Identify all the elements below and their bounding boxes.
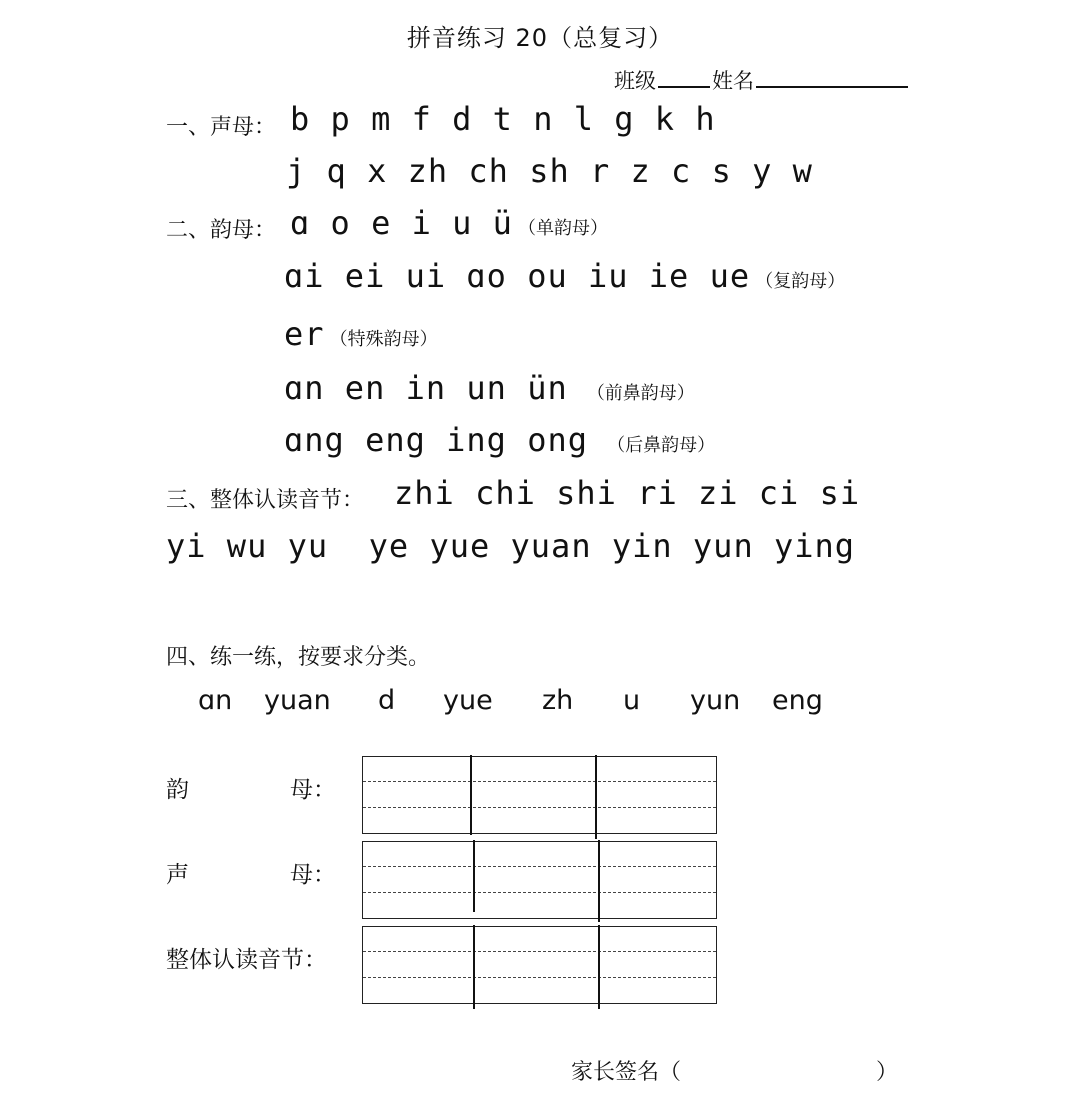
word-item: yuan bbox=[264, 685, 331, 716]
front-nasal-finals: ɑn en in un ün bbox=[284, 369, 568, 407]
guide-line bbox=[363, 781, 716, 782]
back-nasal-finals: ɑng eng ing ong bbox=[284, 421, 588, 459]
name-blank[interactable] bbox=[756, 64, 908, 88]
guide-line bbox=[363, 892, 716, 893]
initials-writing-box[interactable] bbox=[362, 841, 717, 919]
back-nasal-note: （后鼻韵母） bbox=[607, 435, 716, 456]
guide-line bbox=[363, 977, 716, 978]
parent-signature-close: ） bbox=[876, 1060, 899, 1085]
finals-category-label-a: 韵 bbox=[166, 777, 189, 803]
section-finals-label: 二、韵母： bbox=[166, 218, 277, 243]
section-whole-syllables-label: 三、整体认读音节： bbox=[166, 488, 365, 513]
compound-finals: ɑi ei ui ɑo ou iu ie ue bbox=[284, 257, 751, 295]
initials-row-1: b p m f d t n l g k h bbox=[290, 100, 716, 138]
finals-writing-box[interactable] bbox=[362, 756, 717, 834]
section-practice-label: 四、练一练，按要求分类。 bbox=[166, 645, 431, 670]
guide-line bbox=[363, 866, 716, 867]
compound-finals-note: （复韵母） bbox=[755, 271, 846, 292]
cell-divider bbox=[595, 755, 597, 839]
compound-finals-line bbox=[284, 257, 845, 295]
cell-divider bbox=[598, 925, 600, 1009]
word-item: u bbox=[623, 685, 641, 716]
parent-signature-label: 家长签名（ bbox=[571, 1060, 682, 1085]
parent-signature-field[interactable] bbox=[700, 1056, 870, 1084]
worksheet-title: 拼音练习 20（总复习） bbox=[406, 24, 674, 52]
cell-divider bbox=[473, 840, 475, 912]
initials-category-label-a: 声 bbox=[166, 862, 189, 888]
word-item: eng bbox=[772, 685, 823, 716]
class-name-line bbox=[614, 64, 908, 95]
word-item: ɑn bbox=[198, 685, 233, 716]
word-item: yun bbox=[690, 685, 741, 716]
name-label: 姓名 bbox=[712, 69, 754, 93]
back-nasal-line bbox=[284, 421, 715, 459]
cell-divider bbox=[473, 925, 475, 1009]
special-finals-note: （特殊韵母） bbox=[329, 329, 438, 350]
special-finals: er bbox=[284, 315, 325, 353]
initials-row-2: j q x zh ch sh r z c s y w bbox=[286, 152, 813, 190]
class-blank[interactable] bbox=[658, 64, 710, 88]
guide-line bbox=[363, 807, 716, 808]
word-item: zh bbox=[542, 685, 574, 716]
single-finals-line bbox=[290, 204, 608, 242]
word-item: yue bbox=[443, 685, 493, 716]
finals-category-label-b: 母： bbox=[290, 777, 336, 803]
cell-divider bbox=[598, 840, 600, 922]
word-bank bbox=[0, 685, 1080, 721]
special-finals-line bbox=[284, 315, 438, 353]
front-nasal-line bbox=[284, 369, 695, 407]
single-finals-note: （单韵母） bbox=[518, 218, 609, 239]
word-item: d bbox=[378, 685, 396, 716]
section-initials-label: 一、声母： bbox=[166, 115, 277, 140]
whole-syllables-row-2: yi wu yu ye yue yuan yin yun ying bbox=[166, 527, 856, 565]
initials-category-label-b: 母： bbox=[290, 862, 336, 888]
whole-syllables-category-label: 整体认读音节： bbox=[166, 947, 327, 973]
whole-syllables-row-1: zhi chi shi ri zi ci si bbox=[394, 474, 861, 512]
guide-line bbox=[363, 951, 716, 952]
cell-divider bbox=[470, 755, 472, 835]
front-nasal-note: （前鼻韵母） bbox=[586, 383, 695, 404]
class-label: 班级 bbox=[614, 69, 656, 93]
single-finals: ɑ o e i u ü bbox=[290, 204, 513, 242]
whole-syllables-writing-box[interactable] bbox=[362, 926, 717, 1004]
